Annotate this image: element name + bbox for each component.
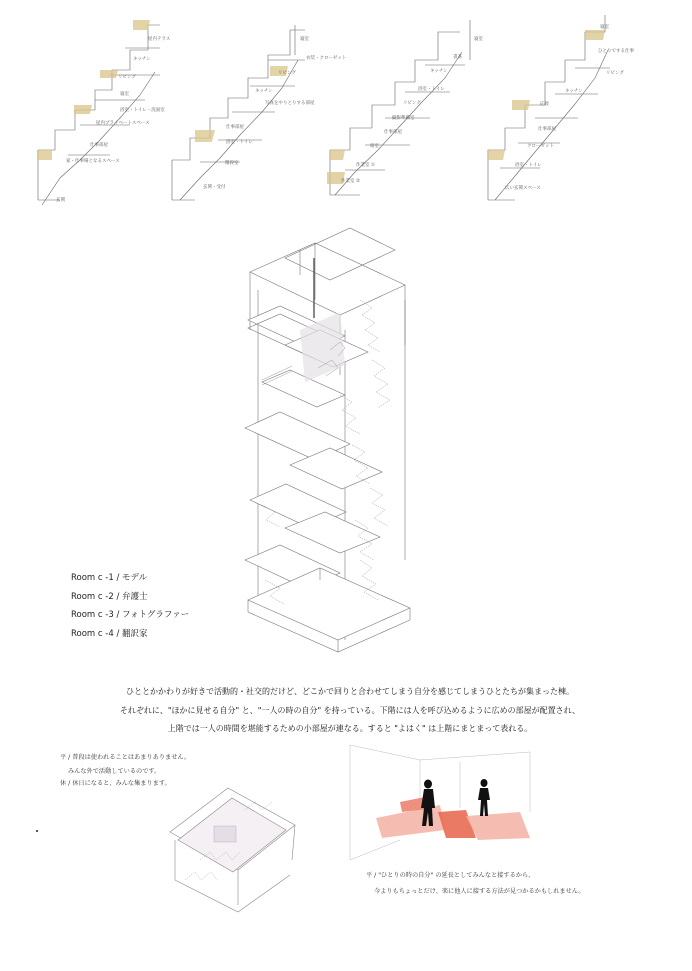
label-photo: 写真をやりとりする部屋 [265,101,315,106]
label-workroom-1: 作業室 ① [356,163,375,168]
label-bedroom: 寝室 [600,25,609,30]
label-living: リビング [278,71,296,76]
label-kitchen: キッチン [430,69,448,74]
label-bedroom: 寝室 [300,37,309,42]
label-work: 仕事部屋 [538,127,556,132]
label-private: 屋内プライベートスペース [96,121,150,126]
label-kitchen: キッチン [565,89,583,94]
label-kitchen: キッチン [255,89,273,94]
label-bath: 浴室・トイレ・洗面室 [120,108,165,113]
label-bath: 浴室・トイレ [226,140,253,145]
room-item-c3: Room c -3 / フォトグラファー [71,610,190,620]
label-home-work: 家・仕事場となるスペース [66,159,120,164]
description-line: それぞれに、"ほかに見せる自分" と、"一人の時の自分" を持っている。下階には人を呼び込めるように広めの部屋が配置され、 [119,705,581,715]
description-line: ひととかかわりが好きで活動的・社交的だけど、どこかで回りと合わせてしまう自分を感じてしまうひとたちが集まった棟。 [126,687,574,696]
room-item-c4: Room c -4 / 翻訳家 [71,628,148,639]
label-living: リビング [403,101,421,106]
label-entrance: 広い玄関スペース [505,186,541,191]
person-silhouette [481,779,488,787]
label-bedroom: 寝室 [120,92,129,97]
label-work: 仕事部屋 [226,125,244,130]
room-item-c1: Room c -1 / モデル [71,573,148,583]
person-silhouette [424,780,432,789]
label-living: リビング [118,75,136,80]
label-closet: 衣装・クローゼット [306,56,347,61]
label-bedroom: 寝室 [474,37,483,42]
label-kitchen: キッチン [133,57,151,62]
label-solo-work: ひとりでする仕事 [598,49,634,54]
label-work: 仕事部屋 [384,130,402,135]
label-stair: 階段室 [225,161,239,166]
note-weekday-cont: みんな外で活動しているのです。 [68,768,161,775]
label-entrance: 玄関・受付 [203,185,226,190]
room-item-c2: Room c -2 / 弁護士 [71,591,148,602]
description-line: 上階では一人の時間を堪能するための小部屋が連なる。すると "よはく" は上階にまとまって表れる。 [167,724,533,733]
label-closet: クローゼット [527,144,554,149]
label-prep: 撮影準備室 [392,116,415,121]
label-reception: 応接 [540,102,549,107]
label-entrance: 玄関 [56,198,65,203]
label-bath: 浴室・トイレ [418,87,445,92]
note-easier: 今よりもちょっとだけ、楽に他人に接する方法が見つかるかもしれません。 [374,888,585,895]
label-terrace: 屋内テラス [148,37,171,42]
note-holiday: 休 / 休日になると、みんな集まります。 [60,780,171,787]
label-work: 仕事部屋 [90,143,108,148]
label-living: リビング [606,71,624,76]
note-alone-self: 平 / "ひとりの時の自分" の延長としてみんなと接するから、 [366,872,535,879]
label-workroom-2: 作業室 ② [341,179,360,184]
label-bath: 浴室・トイレ [515,163,542,168]
floor-patch [466,812,530,840]
label-study: 書斎 [453,55,462,60]
dot-mark [36,830,38,832]
label-darkroom: 暗室 [370,144,379,149]
note-weekday: 平 / 普段は使われることはあまりありません。 [60,754,191,761]
